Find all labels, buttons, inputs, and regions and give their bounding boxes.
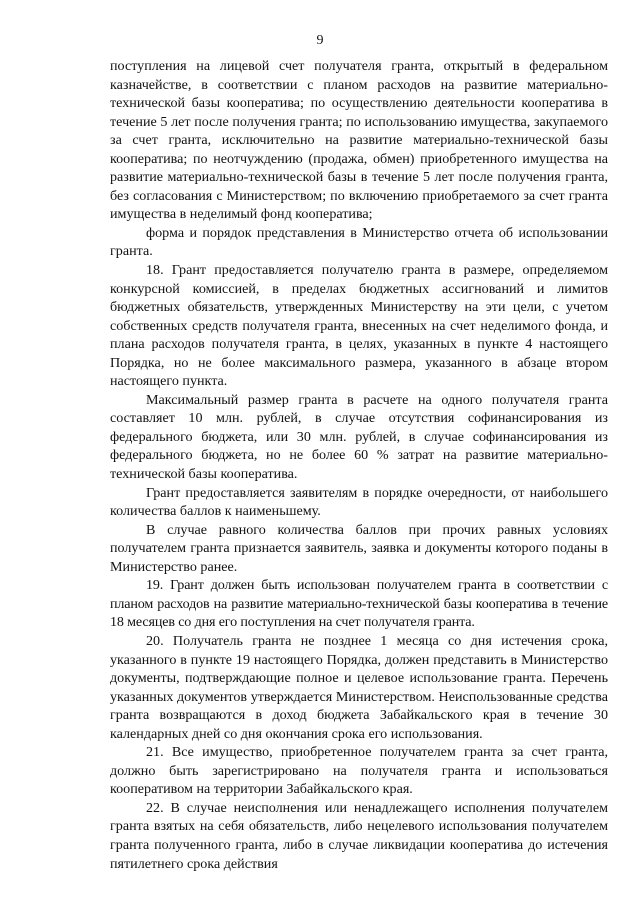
document-body — [110, 57, 608, 873]
paragraph-clause-21: 21. Все имущество, приобретенное получателем гранта за счет гранта, должно быть зарегистрировано на получателя гранта и использоваться кооперативом на территории Забайкальского края. — [110, 744, 608, 798]
paragraph-clause-18: 18. Грант предоставляется получателю гранта в размере, определяемом конкурсной комиссией, в пределах бюджетных ассигнований и лимитов бюджетных обязательств, утвержденных Министерству на эти цели, с учетом собственных средств получателя гранта, внесенных на счет неделимого фонда, и плана расходов получателя гранта, в целях, указанных в пункте 4 настоящего Порядка, но не более максимального размера, указанного в абзаце втором настоящего пункта. — [110, 262, 608, 390]
paragraph-max-grant-size: Максимальный размер гранта в расчете на одного получателя гранта составляет 10 млн. рублей, в случае отсутствия софинансирования из федерального бюджета, или 30 млн. рублей, в случае софинансирования из федерального бюджета, но не более 60 % затрат на развитие материально-технической базы кооператива. — [110, 391, 608, 483]
paragraph-equal-points: В случае равного количества баллов при прочих равных условиях получателем гранта признается заявитель, заявка и документы которого поданы в Министерство ранее. — [110, 521, 608, 575]
paragraph-clause-22: 22. В случае неисполнения или ненадлежащего исполнения получателем гранта взятых на себя обязательств, либо нецелевого использования получателем гранта полученного гранта, либо в случае ликвидации кооператива до истечения пятилетнего срока действия — [110, 799, 608, 872]
paragraph-grant-order: Грант предоставляется заявителям в порядке очередности, от наибольшего количества баллов к наименьшему. — [110, 484, 608, 520]
paragraph-obligations-continued: поступления на лицевой счет получателя гранта, открытый в федеральном казначействе, в соответствии с планом расходов на развитие материально-технической базы кооператива; по осуществлению деятельности кооператива в течение 5 лет после получения гранта; по использованию имущества, закупаемого за счет гранта, исключительно на развитие материально-технической базы кооператива; по неотчуждению (продажа, обмен) приобретенного имущества на развитие материально-технической базы в течение 5 лет после получения гранта, без согласования с Министерством; по включению приобретаемого за счет гранта имущества в неделимый фонд кооператива; — [110, 58, 608, 223]
paragraph-clause-20: 20. Получатель гранта не позднее 1 месяца со дня истечения срока, указанного в пункте 19 настоящего Порядка, должен представить в Министерство документы, подтверждающие полное и целевое использование гранта. Перечень указанных документов утверждается Министерством. Неиспользованные средства гранта возвращаются в доход бюджета Забайкальского края в течение 30 календарных дней со дня окончания срока его использования. — [110, 632, 608, 742]
page-number: 9 — [316, 33, 324, 48]
paragraph-clause-19: 19. Грант должен быть использован получателем гранта в соответствии с планом расходов на развитие материально-технической базы кооператива в течение 18 месяцев со дня его поступления на счет получателя гранта. — [110, 577, 608, 631]
paragraph-report-form: форма и порядок представления в Министерство отчета об использовании гранта. — [110, 224, 608, 260]
